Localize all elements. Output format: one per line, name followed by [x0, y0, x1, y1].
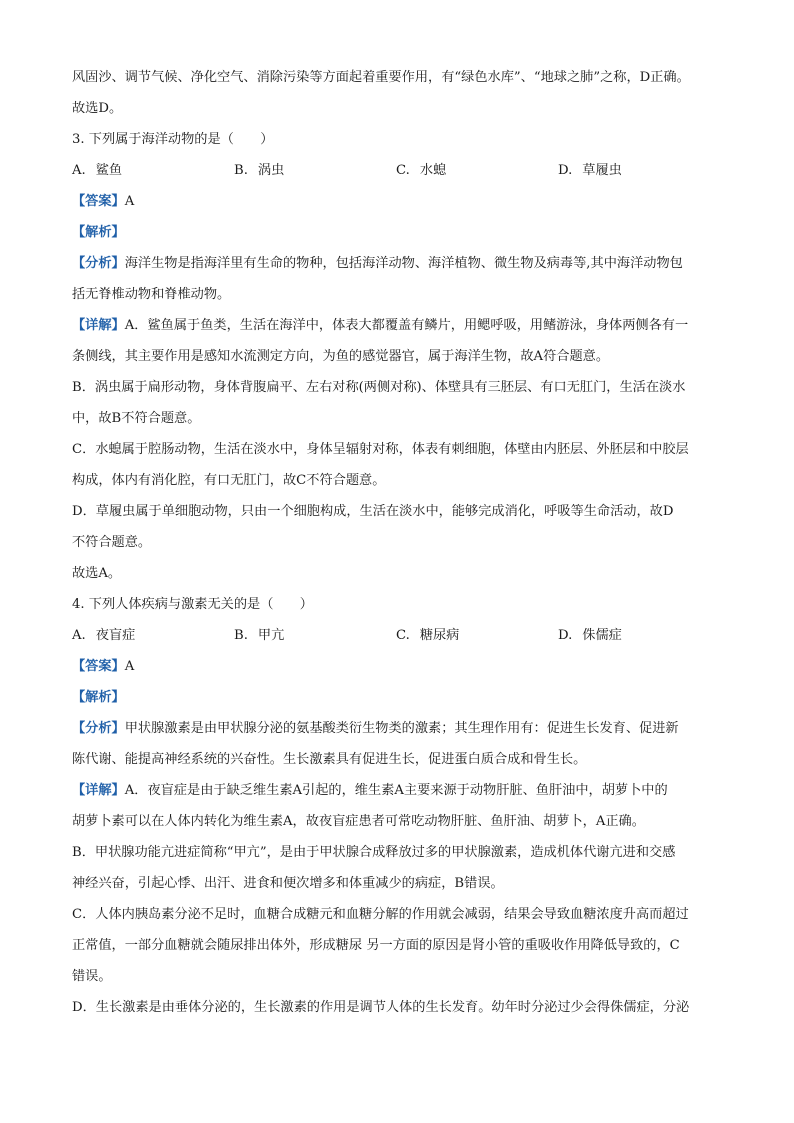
- text-line: 正常值，一部分血糖就会随尿排出体外，形成糖尿 另一方面的原因是肾小管的重吸收作用降低导致的，C: [72, 938, 680, 953]
- text-line: 甲状腺激素是由甲状腺分泌的氨基酸类衍生物类的激素；其生理作用有：促进生长发育、促进新: [124, 721, 679, 736]
- text-line: C．人体内胰岛素分泌不足时，血糖合成糖元和血糖分解的作用就会减弱，结果会导致血糖浓度升高而超过: [72, 907, 689, 922]
- option-d: [558, 155, 720, 186]
- question-4-fenxi: [72, 713, 724, 744]
- option-letter: D.: [558, 628, 573, 643]
- text-line: 构成，体内有消化腔，有口无肛门，故C不符合题意。: [72, 473, 386, 488]
- text-line: 括无脊椎动物和脊椎动物。: [72, 287, 231, 302]
- option-text: 糖尿病: [419, 628, 460, 643]
- text-line: C．水螅属于腔肠动物，生活在淡水中，身体呈辐射对称，体表有刺细胞，体壁由内胚层、外胚层和中胶层: [72, 442, 689, 457]
- xiangjie-tag: 【详解】: [72, 318, 125, 333]
- text-line: 胡萝卜素可以在人体内转化为维生素A，故夜盲症患者可常吃动物肝脏、鱼肝油、胡萝卜，A正确。: [72, 814, 645, 829]
- option-text: 甲亢: [257, 628, 285, 643]
- text-line: 陈代谢、能提高神经系统的兴奋性。生长激素具有促进生长，促进蛋白质合成和骨生长。: [72, 752, 587, 767]
- question-3-jiexi: [72, 217, 724, 248]
- text-line: 中，故B不符合题意。: [72, 411, 201, 426]
- question-4-jiexi: [72, 682, 724, 713]
- text-line: 不符合题意。: [72, 535, 152, 550]
- text-line: 条侧线，其主要作用是感知水流测定方向，为鱼的感觉器官，属于海洋生物，故A符合题意。: [72, 349, 610, 364]
- option-a: [72, 620, 234, 651]
- answer-value: A: [124, 659, 135, 674]
- question-4-stem: 4. 下列人体疾病与激素无关的是（ ）: [72, 597, 313, 612]
- jiexi-tag: 【解析】: [72, 690, 125, 705]
- option-b: [234, 620, 396, 651]
- question-3-fenxi: [72, 248, 724, 279]
- option-c: [396, 155, 558, 186]
- xiangjie-tag: 【详解】: [72, 783, 125, 798]
- answer-value: A: [124, 194, 135, 209]
- question-3-options: [72, 155, 724, 186]
- jiexi-tag: 【解析】: [72, 225, 125, 240]
- text-line: 风固沙、调节气候、净化空气、消除污染等方面起着重要作用，有“绿色水库”、“地球之肺”之称，D正确。: [72, 70, 690, 85]
- question-3-xiangjie: [72, 310, 724, 341]
- text-line: 错误。: [72, 969, 112, 984]
- text-line: 海洋生物是指海洋里有生命的物种，包括海洋动物、海洋植物、微生物及病毒等,其中海洋动物包: [124, 256, 683, 271]
- fenxi-tag: 【分析】: [72, 256, 125, 271]
- question-4-options: [72, 620, 724, 651]
- question-3-answer: [72, 186, 724, 217]
- option-a: [72, 155, 234, 186]
- option-c: [396, 620, 558, 651]
- text-line: 故选D。: [72, 101, 123, 116]
- text-line: D．草履虫属于单细胞动物，只由一个细胞构成，生活在淡水中，能够完成消化，呼吸等生命活动，故D: [72, 504, 674, 519]
- answer-tag: 【答案】: [72, 659, 125, 674]
- option-text: 鲨鱼: [95, 163, 123, 178]
- text-line: A．夜盲症是由于缺乏维生素A引起的，维生素A主要来源于动物肝脏、鱼肝油中，胡萝卜中的: [124, 783, 668, 798]
- option-letter: D.: [558, 163, 573, 178]
- text-line: 故选A。: [72, 566, 122, 581]
- text-line: B．甲状腺功能亢进症简称“甲亢”，是由于甲状腺合成释放过多的甲状腺激素，造成机体代谢亢进和交感: [72, 845, 676, 860]
- option-text: 夜盲症: [95, 628, 136, 643]
- text-line: 神经兴奋，引起心悸、出汗、进食和便次增多和体重减少的病症，B错误。: [72, 876, 504, 891]
- option-b: [234, 155, 396, 186]
- option-text: 涡虫: [257, 163, 285, 178]
- text-line: B．涡虫属于扁形动物，身体背腹扁平、左右对称(两侧对称)、体壁具有三胚层、有口无肛门，生活在淡水: [72, 380, 686, 395]
- question-3-stem: 3. 下列属于海洋动物的是（ ）: [72, 132, 274, 147]
- option-d: [558, 620, 720, 651]
- option-letter: A.: [72, 628, 86, 643]
- text-line: D．生长激素是由垂体分泌的，生长激素的作用是调节人体的生长发育。幼年时分泌过少会得侏儒症，分泌: [72, 1000, 690, 1015]
- question-4-xiangjie: [72, 775, 724, 806]
- option-text: 草履虫: [582, 163, 622, 178]
- answer-tag: 【答案】: [72, 194, 125, 209]
- option-text: 侏儒症: [582, 628, 622, 643]
- option-letter: C.: [396, 163, 410, 178]
- document-page: [72, 62, 724, 1023]
- option-letter: A.: [72, 163, 86, 178]
- question-4-answer: [72, 651, 724, 682]
- fenxi-tag: 【分析】: [72, 721, 125, 736]
- text-line: A．鲨鱼属于鱼类，生活在海洋中，体表大都覆盖有鳞片，用鳃呼吸，用鳍游泳，身体两侧各有一: [124, 318, 689, 333]
- option-text: 水螅: [419, 163, 447, 178]
- option-letter: C.: [396, 628, 410, 643]
- option-letter: B.: [234, 628, 248, 643]
- option-letter: B.: [234, 163, 248, 178]
